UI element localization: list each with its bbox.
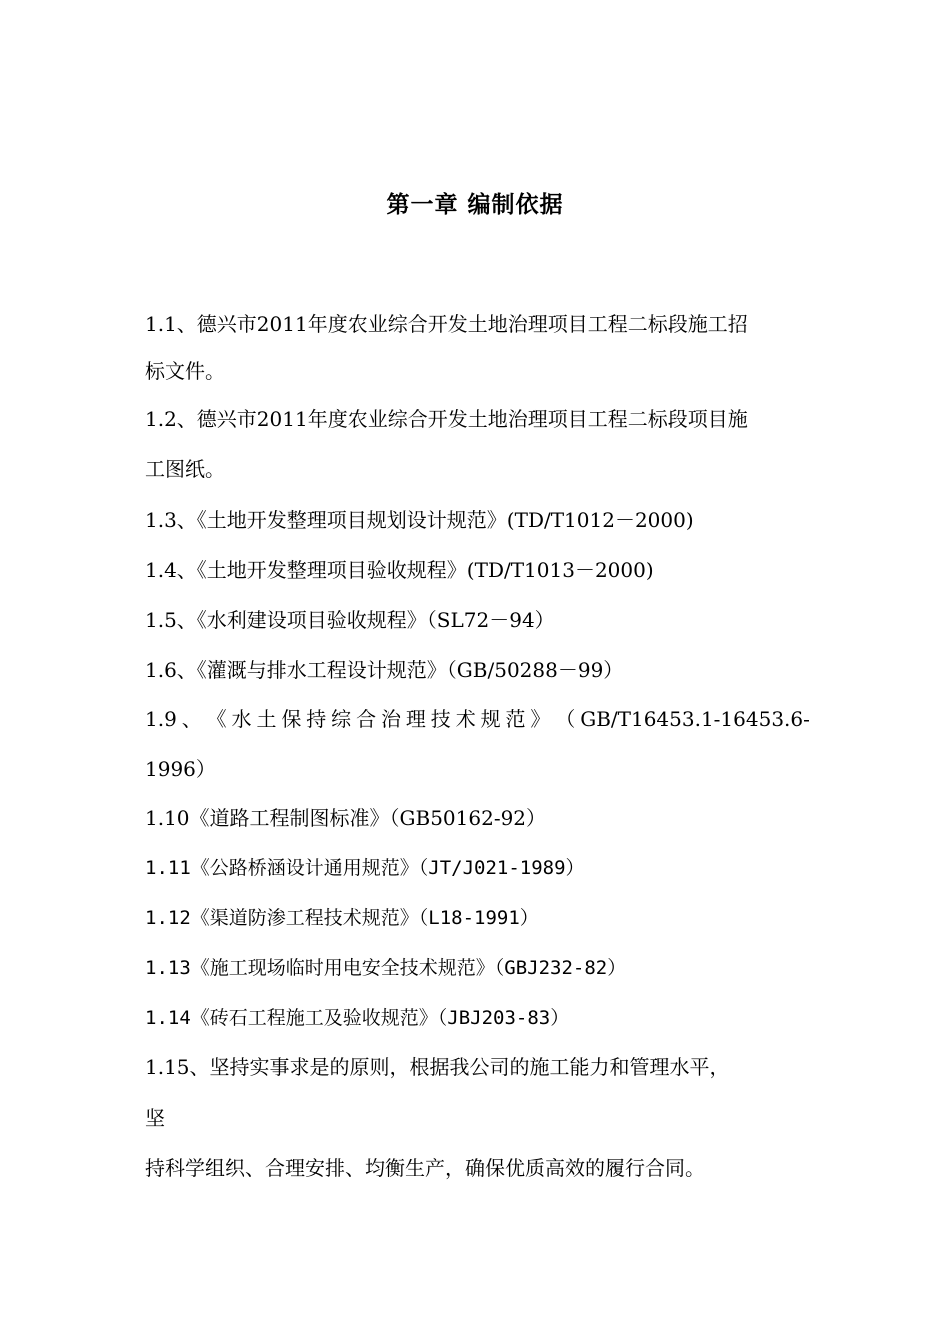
item-1-9-part: 范 [505,707,526,731]
item-1-15-line3: 持科学组织、合理安排、均衡生产，确保优质高效的履行合同。 [145,1156,705,1180]
item-1-9-part: 、 [181,707,202,731]
item-1-9-line1 [145,705,810,733]
item-1-9-part: （ [555,707,576,731]
item-1-9-part: 合 [356,707,377,731]
item-1-9-part: 1.9 [145,707,177,731]
item-1-13: 1.13《施工现场临时用电安全技术规范》（GBJ232-82） [145,957,627,979]
item-1-9-part: 综 [331,707,352,731]
item-1-2-line1: 1.2、德兴市2011年度农业综合开发土地治理项目工程二标段项目施 [145,407,748,431]
item-1-5: 1.5、《水利建设项目验收规程》（SL72－94） [145,608,555,632]
item-1-9-part: 持 [306,707,327,731]
item-1-9-part: 《 [206,707,227,731]
item-1-10: 1.10《道路工程制图标准》（GB50162-92） [145,806,547,830]
item-1-15-line2: 坚 [145,1106,165,1130]
item-1-6: 1.6、《灌溉与排水工程设计规范》（GB/50288－99） [145,658,624,682]
item-1-15-line1: 1.15、坚持实事求是的原则，根据我公司的施工能力和管理水平， [145,1055,730,1079]
item-1-9-part: 术 [455,707,476,731]
item-1-11: 1.11《公路桥涵设计通用规范》（JT/J021-1989） [145,857,585,879]
item-1-9-part: 治 [380,707,401,731]
item-1-9-part: GB/T16453.1-16453.6- [580,707,810,731]
item-1-9-part: 水 [231,707,252,731]
chapter-title: 第一章 编制依据 [386,191,564,218]
item-1-1-line1: 1.1、德兴市2011年度农业综合开发土地治理项目工程二标段施工招 [145,312,748,336]
item-1-14: 1.14《砖石工程施工及验收规范》（JBJ203-83） [145,1007,570,1029]
item-1-4: 1.4、《土地开发整理项目验收规程》(TD/T1013－2000) [145,558,654,582]
item-1-9-part: 保 [281,707,302,731]
item-1-9-part: 规 [480,707,501,731]
item-1-9-part: 》 [530,707,551,731]
item-1-9-part: 土 [256,707,277,731]
item-1-9-line2: 1996） [145,757,216,781]
item-1-1-line2: 标文件。 [145,359,225,383]
item-1-9-part: 理 [405,707,426,731]
item-1-3: 1.3、《土地开发整理项目规划设计规范》(TD/T1012－2000) [145,508,694,532]
item-1-2-line2: 工图纸。 [145,457,225,481]
item-1-12: 1.12《渠道防渗工程技术规范》（L18-1991） [145,907,539,929]
item-1-9-part: 技 [430,707,451,731]
